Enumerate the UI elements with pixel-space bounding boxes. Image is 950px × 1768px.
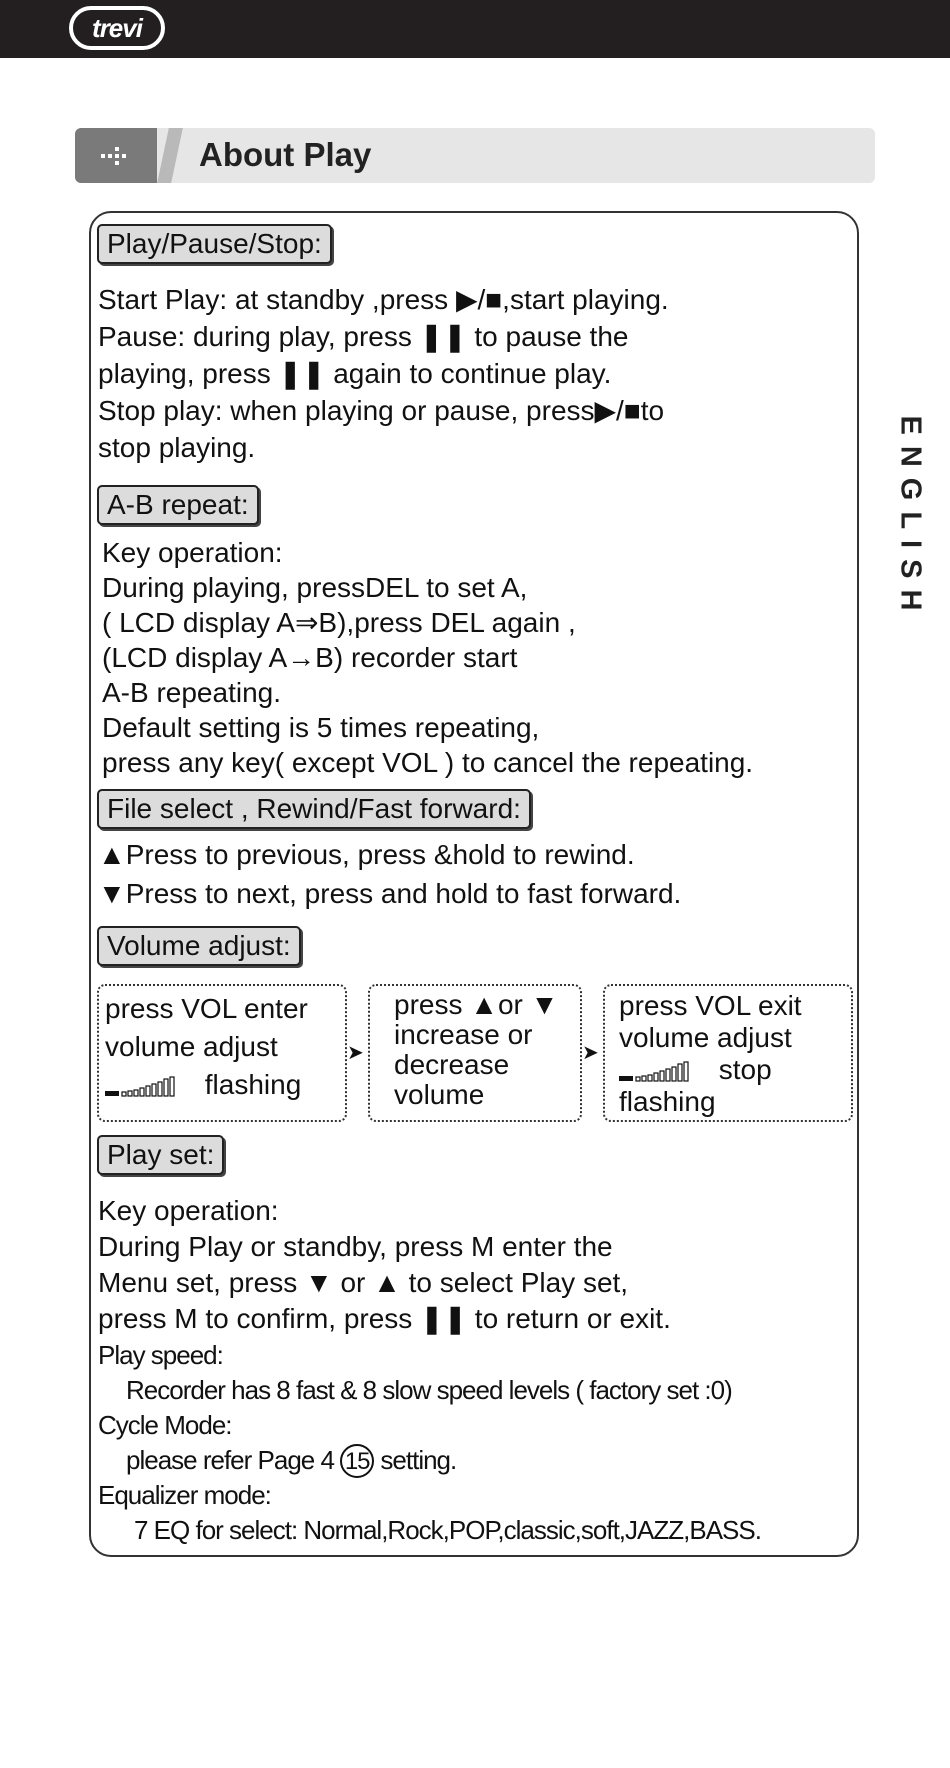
trevi-logo: trevi <box>69 6 165 50</box>
vol2-line1: press ▲or ▼ <box>394 989 559 1020</box>
file-line-1: ▲Press to previous, press &hold to rewind. <box>98 839 635 870</box>
eq-label: Equalizer mode: <box>98 1480 271 1510</box>
vol1-line3: flashing <box>204 1069 302 1100</box>
ps-line-3: Menu set, press ▼ or ▲ to select Play set, <box>98 1267 629 1298</box>
volume-step-1 <box>97 984 347 1122</box>
pps-line-4: Stop play: when playing or pause, press▶/■to <box>98 395 665 426</box>
vol1-line1: press VOL enter <box>105 993 308 1024</box>
vol3-line1: press VOL exit <box>619 990 802 1021</box>
top-bar <box>0 0 950 58</box>
vol1-line2: volume adjust <box>105 1031 278 1062</box>
header-stripe <box>157 128 183 183</box>
vol3-line3: stop <box>718 1054 772 1085</box>
ps-line-2: During Play or standby, press M enter the <box>98 1231 613 1262</box>
vol3-line2: volume adjust <box>619 1022 792 1053</box>
vol2-line4: volume <box>394 1079 485 1110</box>
play-pause-stop-heading: Play/Pause/Stop: <box>97 224 332 264</box>
play-set-heading: Play set: <box>97 1135 224 1175</box>
section-header <box>75 128 875 183</box>
volume-step-3 <box>603 984 853 1122</box>
volume-bar-icon <box>619 1061 699 1083</box>
vol3-line4: flashing <box>619 1086 716 1117</box>
page-ref-badge: 15 <box>340 1444 374 1478</box>
ab-line-4: (LCD display A→B) recorder start <box>102 642 518 673</box>
pps-line-3: playing, press ❚❚ again to continue play. <box>98 358 612 389</box>
ab-repeat-heading: A-B repeat: <box>97 485 259 525</box>
cycle-mode-line <box>126 1443 456 1478</box>
ps-line-1: Key operation: <box>98 1195 279 1226</box>
cycle-mode-pre: please refer Page 4 <box>126 1445 334 1475</box>
ab-line-7: press any key( except VOL ) to cancel the repeating. <box>102 747 754 778</box>
play-speed-label: Play speed: <box>98 1340 223 1370</box>
volume-adjust-heading: Volume adjust: <box>97 926 301 966</box>
play-speed-text: Recorder has 8 fast & 8 slow speed levels ( factory set :0) <box>126 1375 732 1405</box>
ps-line-4: press M to confirm, press ❚❚ to return or exit. <box>98 1303 671 1334</box>
file-select-heading: File select , Rewind/Fast forward: <box>97 789 531 829</box>
page-title: About Play <box>199 136 372 173</box>
file-line-2: ▼Press to next, press and hold to fast forward. <box>98 878 682 909</box>
pps-line-2: Pause: during play, press ❚❚ to pause the <box>98 321 629 352</box>
ab-line-1: Key operation: <box>102 537 283 568</box>
eq-text: 7 EQ for select: Normal,Rock,POP,classic,soft,JAZZ,BASS. <box>134 1515 761 1545</box>
ab-line-5: A-B repeating. <box>102 677 281 708</box>
header-accent <box>75 128 157 183</box>
cycle-mode-post: setting. <box>380 1445 457 1475</box>
pps-line-5: stop playing. <box>98 432 256 463</box>
arrow-right-icon: ➤ <box>582 1042 599 1064</box>
ab-line-3: ( LCD display A⇒B),press DEL again , <box>102 607 576 638</box>
pps-line-1: Start Play: at standby ,press ▶/■,start playing. <box>98 284 669 315</box>
ab-line-6: Default setting is 5 times repeating, <box>102 712 540 743</box>
language-label: ENGLISH <box>894 415 927 622</box>
vol2-line3: decrease <box>394 1049 510 1080</box>
language-tab <box>890 415 930 628</box>
dotted-arrow-icon <box>99 142 135 170</box>
vol2-line2: increase or <box>394 1019 533 1050</box>
ab-line-2: During playing, pressDEL to set A, <box>102 572 528 603</box>
volume-bar-icon <box>105 1076 185 1098</box>
volume-step-2 <box>368 984 582 1122</box>
arrow-right-icon: ➤ <box>347 1042 364 1064</box>
cycle-mode-label: Cycle Mode: <box>98 1410 232 1440</box>
